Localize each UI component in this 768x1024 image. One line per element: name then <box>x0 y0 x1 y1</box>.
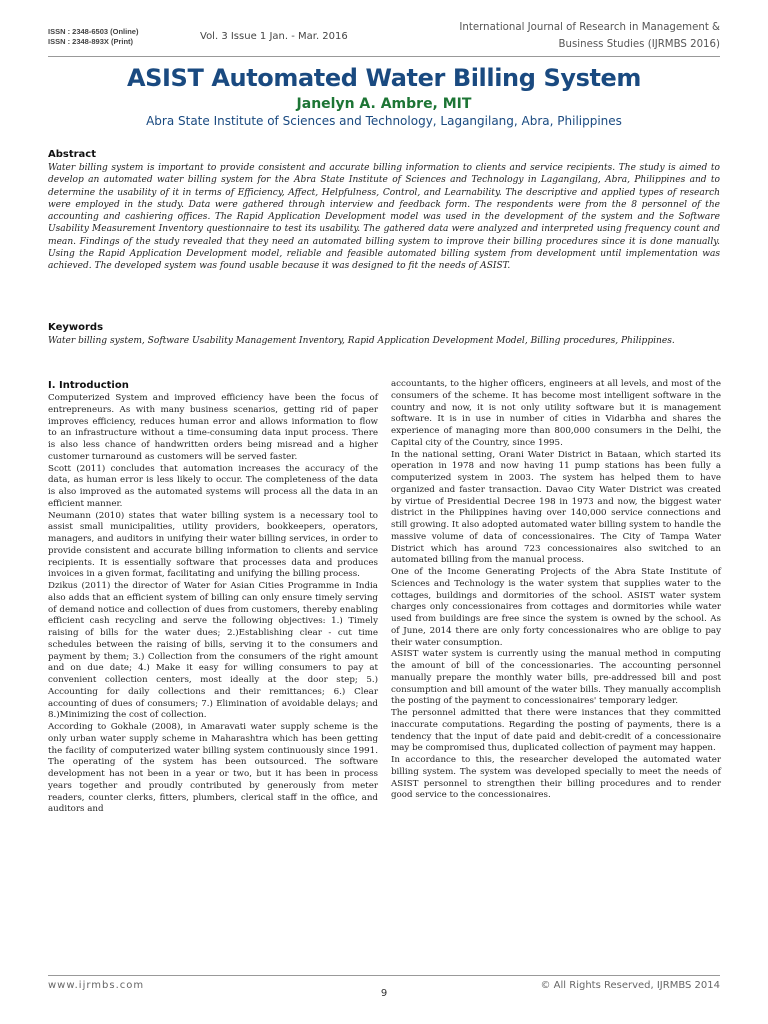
paragraph: ASIST water system is currently using the manual method in computing the amount of bill of the concessionaries. The accounting personnel manually prepare the monthly water bills, pre-addressed bill and post consumption and bill amount of the water bills. They manually accomplish the posting of the payment to concessionaires' temporary ledger. <box>391 649 721 707</box>
journal-name-line1: International Journal of Research in Management & <box>459 22 720 33</box>
journal-name <box>400 19 720 53</box>
journal-website: www.ijrmbs.com <box>48 980 145 991</box>
volume-issue: Vol. 3 Issue 1 Jan. - Mar. 2016 <box>200 31 348 42</box>
footer-divider <box>48 975 720 976</box>
journal-name-line2: Business Studies (IJRMBS 2016) <box>558 39 720 50</box>
paragraph: Scott (2011) concludes that automation increases the accuracy of the data, as human error is less likely to occur. The completeness of the data is also improved as the automated systems will process all the data in an efficient manner. <box>48 463 378 509</box>
copyright-notice: © All Rights Reserved, IJRMBS 2014 <box>540 980 720 991</box>
issn-block <box>48 27 138 47</box>
issn-print: ISSN : 2348-893X (Print) <box>48 37 134 46</box>
keywords-text: Water billing system, Software Usability Management Inventory, Rapid Application Development Model, Billing procedures, Philippines. <box>48 336 675 346</box>
paragraph: According to Gokhale (2008), in Amaravati water supply scheme is the only urban water supply scheme in Maharashtra which has been getting the facility of computerized water billing system continuously since 1991. The operating of the system has been outsourced. The software development has not been in a year or two, but it has been in process years together and proudly contributed by generously from meter readers, counter clerks, fitters, plumbers, clerical staff in the office, and auditors and <box>48 722 378 815</box>
paragraph: accountants, to the higher officers, engineers at all levels, and most of the consumers of the scheme. It has become most intelligent software in the country and now, it is not only utility software but it is management software. It is in use in number of cities in Vidarbha and shares the experience of managing more than 800,000 consumers in the Delhi, the Capital city of the Country, since 1995. <box>391 379 721 448</box>
paragraph: One of the Income Generating Projects of the Abra State Institute of Sciences and Technology is the water system that supplies water to the cottages, buildings and dormitories of the school. ASIST water system charges only concessionaires from cottages and dormitories while water used from buildings are free since the system is owned by the school. As of June, 2014 there are only forty concessionaires who are oblige to pay their water consumption. <box>391 567 721 648</box>
paragraph: The personnel admitted that there were instances that they committed inaccurate computations. Regarding the posting of payments, there is a tendency that the input of date paid and debit-credit of a concessionaire may be compromised thus, duplicated collection of payment may happen. <box>391 708 721 754</box>
abstract-text: Water billing system is important to provide consistent and accurate billing information to clients and service recipients. The study is aimed to develop an automated water billing system for the Abra State Institute of Sciences and Technology in Lagangilang, Abra, Philippines and to determine the usability of it in terms of Efficiency, Affect, Helpfulness, Control, and Learnability. The descriptive and applied types of research were employed in the study. Data were gathered through interview and feedback form. The respondents were from the 8 personnel of the accounting and cashiering offices. The Rapid Application Development model was used in the development of the system and the Software Usability Measurement Inventory questionnaire to test its usability. The gathered data were analyzed and interpreted using frequency count and mean. Findings of the study revealed that they need an automated billing system to improve their billing procedures since it is done manually. Using the Rapid Application Development model, reliable and feasible automated billing system from development until implementation was achieved. The developed system was found usable because it was designed to fit the needs of ASIST. <box>48 163 720 271</box>
paragraph: Computerized System and improved efficiency have been the focus of entrepreneurs. As with many business scenarios, getting rid of paper improves efficiency, reduces human error and allows information to flow to an infrastructure without a time-consuming data input process. There is also less chance of handwritten orders being misread and a higher customer turnaround as customers will be served faster. <box>48 393 378 462</box>
left-column <box>48 393 378 816</box>
issn-online: ISSN : 2348-6503 (Online) <box>48 27 139 36</box>
paper-author: Janelyn A. Ambre, MIT <box>296 96 472 112</box>
paragraph: Dzikus (2011) the director of Water for Asian Cities Programme in India also adds that an efficient system of billing can only ensure timely serving of demand notice and collection of dues from customers, thereby enabling efficient cash recycling and serve the following objectives: 1.) Timely raising of bills for the water dues; 2.)Establishing clear - cut time schedules between the raising of bills, serving it to the consumers and payment by them; 3.) Collection from the consumers of the right amount and on due date; 4.) Make it easy for willing consumers to pay at convenient collection centers, most ideally at the door step; 5.) Accounting for daily collections and their remittances; 6.) Clear accounting of dues of consumers; 7.) Elimination of avoidable delays; and 8.)Minimizing the cost of collection. <box>48 581 378 721</box>
page-number: 9 <box>380 988 388 999</box>
paragraph: In accordance to this, the researcher developed the automated water billing system. The system was developed specially to meet the needs of ASIST personnel to strengthen their billing procedures and to render good service to the concessionaires. <box>391 755 721 801</box>
page-header <box>0 0 768 56</box>
paper-affiliation: Abra State Institute of Sciences and Technology, Lagangilang, Abra, Philippines <box>146 114 622 128</box>
paragraph: In the national setting, Orani Water District in Bataan, which started its operation in 1978 and now having 11 pump stations has been fully a computerized system in 2003. The system has helped them to have organized and faster transaction. Davao City Water District was created by virtue of Presidential Decree 198 in 1973 and now, the biggest water district in the Philippines having over 140,000 service connections and still growing. It also adopted automated water billing system to handle the massive volume of data of concessionaires. The City of Tampa Water District which has around 723 concessionaires also switched to an automated billing from the manual process. <box>391 449 721 566</box>
header-divider <box>48 56 720 57</box>
paragraph: Neumann (2010) states that water billing system is a necessary tool to assist small municipalities, utility providers, bookkeepers, operators, managers, and auditors in unifying their water billing services, in order to provide consistent and accurate billing information to clients and service recipients. It is essentially software that processes data and produces invoices in a given format, facilitating and unifying the billing process. <box>48 510 378 580</box>
keywords-heading: Keywords <box>48 322 104 333</box>
paper-title: ASIST Automated Water Billing System <box>126 64 642 92</box>
introduction-heading: I. Introduction <box>48 380 129 391</box>
right-column <box>391 379 721 802</box>
abstract-heading: Abstract <box>48 149 97 160</box>
